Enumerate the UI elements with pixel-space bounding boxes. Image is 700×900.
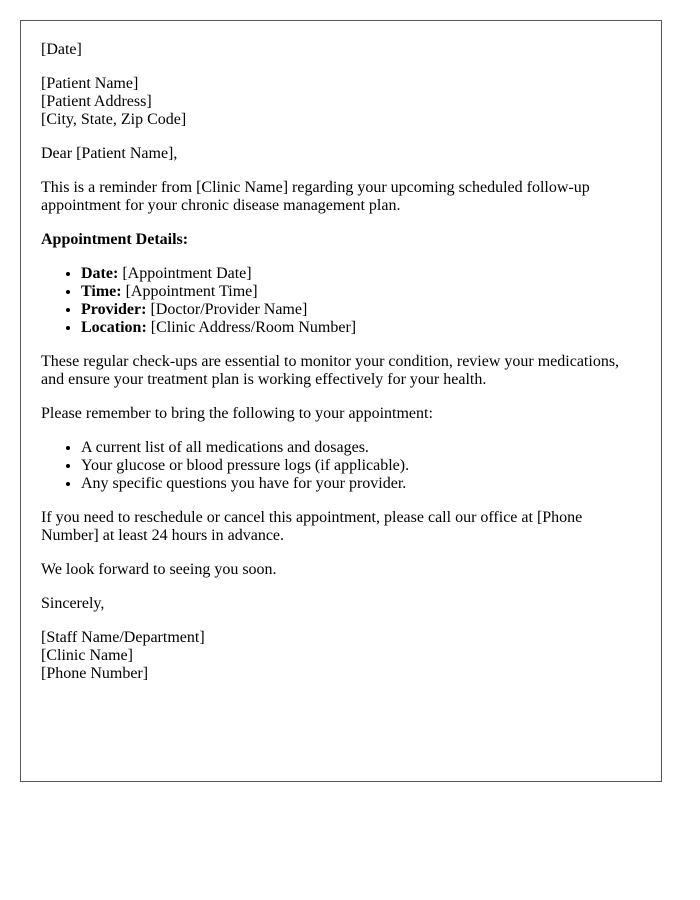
- signature-block: [41, 629, 641, 683]
- signature-clinic: [Clinic Name]: [41, 647, 133, 664]
- detail-value: [Doctor/Provider Name]: [146, 301, 308, 318]
- signature-phone: [Phone Number]: [41, 665, 149, 682]
- detail-value: [Appointment Date]: [118, 265, 252, 282]
- salutation: Dear [Patient Name],: [41, 145, 178, 162]
- detail-value: [Appointment Time]: [121, 283, 258, 300]
- bring-item: • Your glucose or blood pressure logs (if applicable).: [81, 457, 641, 475]
- recipient-street: [Patient Address]: [41, 93, 152, 110]
- bring-item: • Any specific questions you have for your provider.: [81, 475, 641, 493]
- closing-remark: We look forward to seeing you soon.: [41, 561, 277, 578]
- letter-page: [20, 20, 662, 782]
- detail-time: [81, 283, 641, 301]
- detail-label: Provider:: [81, 301, 147, 318]
- details-heading: [41, 231, 641, 249]
- detail-value: [Clinic Address/Room Number]: [146, 319, 357, 336]
- signature-staff: [Staff Name/Department]: [41, 629, 205, 646]
- detail-label: Date:: [81, 265, 119, 282]
- intro-paragraph: This is a reminder from [Clinic Name] regarding your upcoming scheduled follow-up appointment for your chronic disease management plan.: [41, 179, 590, 214]
- bring-items-list: [41, 439, 641, 493]
- detail-label: Time:: [81, 283, 122, 300]
- detail-provider: [81, 301, 641, 319]
- bring-item: • A current list of all medications and dosages.: [81, 439, 641, 457]
- recipient-city: [City, State, Zip Code]: [41, 111, 187, 128]
- detail-date: [81, 265, 641, 283]
- detail-location: [81, 319, 641, 337]
- letter-date: [Date]: [41, 41, 82, 58]
- appointment-details-list: [41, 265, 641, 337]
- bring-intro: Please remember to bring the following to your appointment:: [41, 405, 433, 422]
- recipient-address: [41, 75, 641, 129]
- detail-label: Location:: [81, 319, 147, 336]
- details-heading-text: Appointment Details:: [41, 231, 189, 248]
- importance-paragraph: These regular check-ups are essential to monitor your condition, review your medications, and ensure your treatment plan is working effectively for your health.: [41, 353, 620, 388]
- reschedule-paragraph: If you need to reschedule or cancel this appointment, please call our office at [Phone Number] at least 24 hours in advance.: [41, 509, 583, 544]
- sign-off: Sincerely,: [41, 595, 105, 612]
- recipient-name: [Patient Name]: [41, 75, 139, 92]
